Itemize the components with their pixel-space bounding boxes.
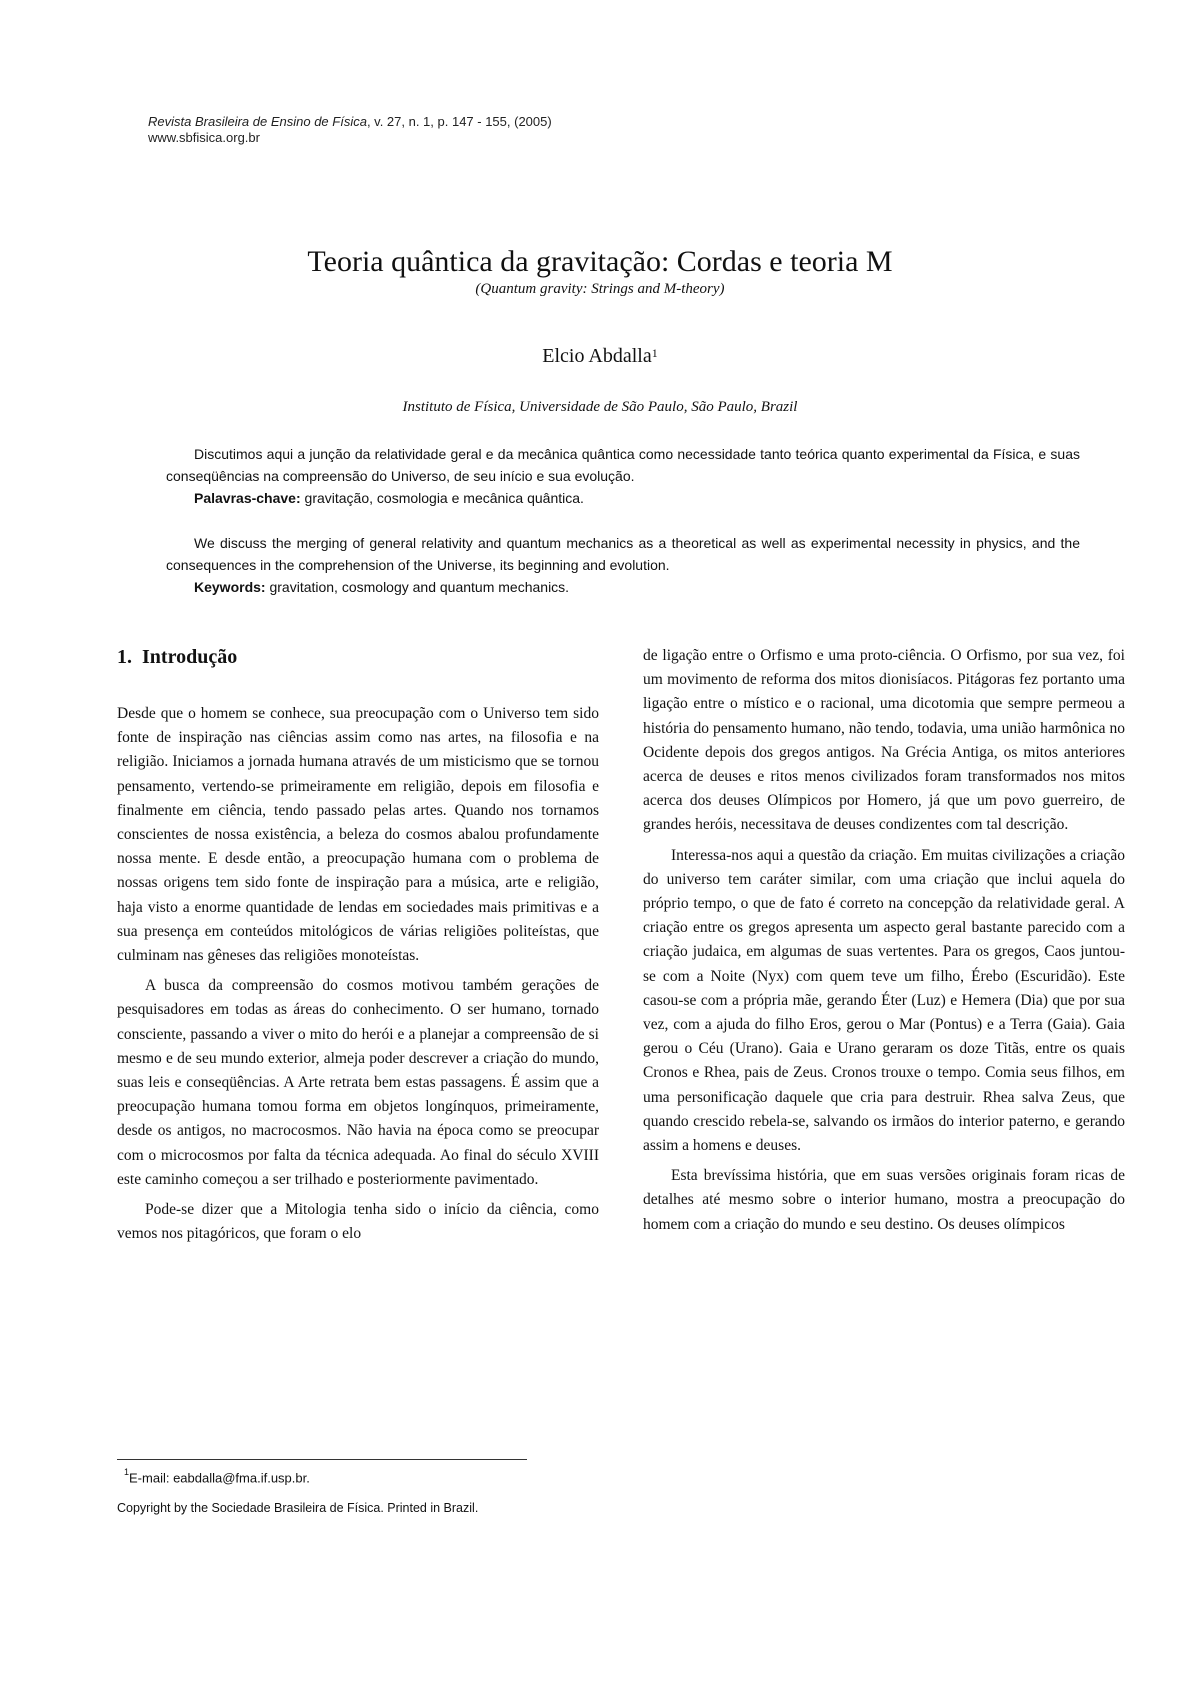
journal-citation [148,114,552,130]
journal-name: Revista Brasileira de Ensino de Física [148,114,367,129]
footnote-rule [117,1459,527,1460]
abstract-portuguese [166,443,1080,509]
section-heading [117,644,599,670]
paragraph: Desde que o homem se conhece, sua preocupação com o Universo tem sido fonte de inspiração nas ciências assim como nas artes, na filosofia e na religião. Iniciamos a jornada humana através de um misticismo que se tornou pensamento, vertendo-se primeiramente em religião, depois em filosofia e finalmente em ciência, tendo passado pelas artes. Quando nos tornamos conscientes de nossa existência, a beleza do cosmos abalou profundamente nossa mente. E desde então, a preocupação humana com o problema de nossas origens tem sido fonte de inspiração para a música, arte e religião, haja visto a enorme quantidade de lendas em sociedades mais primitivas e a sua presença em conteúdos mitológicos de várias religiões politeístas, que culminam nas gêneses das religiões monoteístas. [117,705,599,965]
section-title: Introdução [142,646,238,668]
paragraph: Esta brevíssima história, que em suas versões originais foram ricas de detalhes até mesmo sobre o interior humano, mostra a preocupação do homem com a criação do mundo e seu destino. Os deuses olímpicos [643,1167,1125,1233]
copyright-notice: Copyright by the Sociedade Brasileira de Física. Printed in Brazil. [117,1501,479,1515]
abstract-en-text: We discuss the merging of general relativity and quantum mechanics as a theoretical as well as experimental necessity in physics, and the consequences in the comprehension of the Universe, its beginning and evolution. [166,535,1080,573]
abstract-english [166,532,1080,598]
author-footnote-mark[interactable]: 1 [651,346,658,360]
keywords-pt-list: gravitação, cosmologia e mecânica quântica. [300,490,584,506]
keywords-en-list: gravitation, cosmology and quantum mechanics. [265,579,570,595]
paragraph: Interessa-nos aqui a questão da criação. Em muitas civilizações a criação do universo tem caráter similar, com uma criação que inclui aquela do próprio tempo, o que de fato é correto na concepção da relatividade geral. A criação entre os gregos apresenta um aspecto geral bastante parecido com a criação judaica, em algumas de suas vertentes. Para os gregos, Caos juntou-se com a Noite (Nyx) com quem teve um filho, Érebo (Escuridão). Este casou-se com a própria mãe, gerando Éter (Luz) e Hemera (Dia) que por sua vez, com a ajuda do filho Eros, gerou o Mar (Pontus) e a Terra (Gaia). Gaia gerou o Céu (Urano). Gaia e Urano geraram os doze Titãs, entre os quais Cronos e Rhea, pais de Zeus. Cronos trouxe o tempo. Comia seus filhos, em uma personificação daquele que cria para destruir. Rhea salva Zeus, que quando crescido rebela-se, salvando os irmãos do interior paterno, e gerando assim a homens e deuses. [643,846,1125,1155]
paper-title: Teoria quântica da gravitação: Cordas e teoria M [307,245,893,278]
journal-volume-info: , v. 27, n. 1, p. 147 - 155, (2005) [366,114,552,129]
footnote-email[interactable]: E-mail: eabdalla@fma.if.usp.br. [129,1470,310,1486]
right-column [643,644,1125,1243]
paragraph: de ligação entre o Orfismo e uma proto-ciência. O Orfismo, por sua vez, foi um movimento de reforma dos mitos dionisíacos. Pitágoras fez portanto uma ligação entre o místico e o racional, uma dicotomia que sempre permeou a história do pensamento humano, não tendo, todavia, uma união harmônica no Ocidente depois dos gregos antigos. Na Grécia Antiga, os mitos anteriores acerca de deuses e ritos menos civilizados foram transformados nos mitos acerca dos deuses Olímpicos por Homero, já que um povo guerreiro, de grandes heróis, necessitava de deuses condizentes com tal descrição. [643,647,1125,834]
author-name: Elcio Abdalla [542,345,652,367]
abstract-pt-text: Discutimos aqui a junção da relatividade geral e da mecânica quântica como necessidade tanto teórica quanto experimental da Física, e suas conseqüências na compreensão do Universo, de seu início e sua evolução. [166,446,1080,484]
left-column [117,644,599,1252]
keywords-en-label: Keywords: [194,579,266,595]
footnote-mark: 1 [124,1467,130,1477]
section-number: 1. [117,646,132,668]
author-line [0,344,1200,368]
author-affiliation: Instituto de Física, Universidade de São Paulo, São Paulo, Brazil [402,399,798,415]
keywords-pt-label: Palavras-chave: [194,490,301,506]
paragraph: Pode-se dizer que a Mitologia tenha sido o início da ciência, como vemos nos pitagóricos, que foram o elo [117,1201,599,1243]
paper-subtitle: (Quantum gravity: Strings and M-theory) [475,281,725,297]
keywords-pt [166,487,1080,509]
footnote [124,1466,310,1486]
keywords-en [166,576,1080,598]
journal-header [148,114,552,146]
paragraph: A busca da compreensão do cosmos motivou também gerações de pesquisadores em todas as áreas do conhecimento. O ser humano, tornado consciente, passando a viver o mito do herói e a planejar a compreensão de si mesmo e de seu mundo exterior, almeja poder descrever a criação do mundo, suas leis e conseqüências. A Arte retrata bem estas passagens. É assim que a preocupação humana tomou forma em objetos longínquos, primeiramente, desde os antigos, no macrocosmos. Não havia na época como se preocupar com o microcosmos por falta da técnica adequada. Ao final do século XVIII este caminho começou a ser trilhado e posteriormente pavimentado. [117,977,599,1188]
journal-url[interactable]: www.sbfisica.org.br [148,130,260,145]
